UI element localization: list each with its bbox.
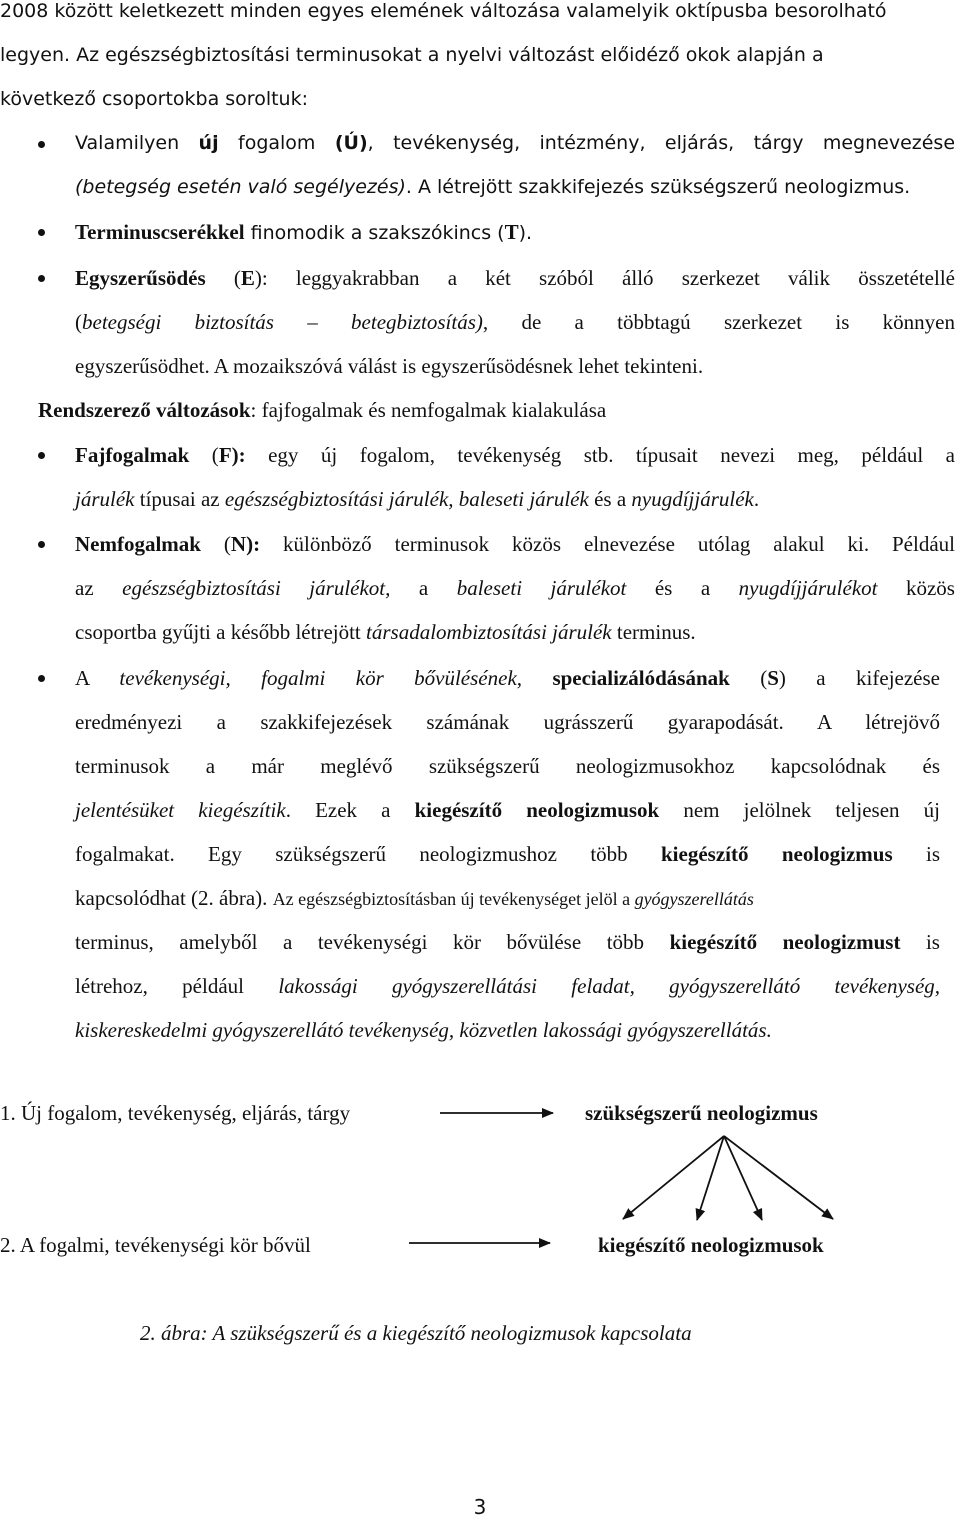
list-item-line: Egyszerűsödés (E): leggyakrabban a két szóból álló szerkezet válik összetétellé (75, 266, 955, 290)
list-item-line: A tevékenységi, fogalmi kör bővülésének, specializálódásának (S) a kifejezése (75, 666, 940, 690)
bullet-icon (38, 452, 45, 459)
list-item-line: csoportba gyűjti a később létrejött társadalombiztosítási járulék terminus. (75, 620, 696, 644)
list-item-line: Terminuscserékkel finomodik a szakszókincs (T). (75, 220, 533, 244)
arrow-down (724, 1136, 833, 1219)
arrow-down (724, 1136, 762, 1220)
list-item-line: jelentésüket kiegészítik. Ezek a kiegészítő neologizmusok nem jelölnek teljesen új (75, 798, 940, 822)
diagram-node-right: kiegészítő neologizmusok (598, 1233, 824, 1257)
list-item-line: Nemfogalmak (N): különböző terminusok közös elnevezése utólag alakul ki. Például (75, 532, 955, 556)
arrow-down (623, 1136, 724, 1219)
list-item-line: egyszerűsödhet. A mozaikszóvá válást is egyszerűsödésnek lehet tekinteni. (75, 354, 704, 378)
bullet-icon (38, 141, 45, 148)
section-heading: Rendszerező változások: fajfogalmak és nemfogalmak kialakulása (38, 398, 607, 422)
figure-caption: 2. ábra: A szükségszerű és a kiegészítő neologizmusok kapcsolata (140, 1321, 692, 1345)
arrow-down (697, 1136, 724, 1220)
list-item-line: járulék típusai az egészségbiztosítási járulék, baleseti járulék és a nyugdíjjárulék. (75, 487, 760, 511)
list-item-line: létrehoz, például lakossági gyógyszerellátási feladat, gyógyszerellátó tevékenység, (75, 974, 941, 998)
page-number: 3 (473, 1495, 487, 1519)
list-item-line: (betegségi biztosítás – betegbiztosítás), de a többtagú szerkezet is könnyen (75, 310, 955, 334)
bullet-icon (38, 229, 45, 236)
text-line: legyen. Az egészségbiztosítási terminusokat a nyelvi változást előidéző okok alapján a (0, 44, 824, 66)
list-item-line: kiskereskedelmi gyógyszerellátó tevékenység, közvetlen lakossági gyógyszerellátás. (75, 1018, 772, 1042)
bullet-icon (38, 675, 45, 682)
text-line: következő csoportokba soroltuk: (0, 88, 308, 110)
list-item-line: az egészségbiztosítási járulékot, a baleseti járulékot és a nyugdíjjárulékot közös (75, 576, 955, 600)
bullet-icon (38, 275, 45, 282)
list-item-line: terminusok a már meglévő szükségszerű neologizmusokhoz kapcsolódnak és (75, 754, 940, 778)
list-item-line: Valamilyen új fogalom (Ú), tevékenység, intézmény, eljárás, tárgy megnevezése (75, 132, 956, 154)
list-item-line: (betegség esetén való segélyezés). A létrejött szakkifejezés szükségszerű neologizmus. (75, 176, 911, 198)
list-item-line: kapcsolódhat (2. ábra). Az egészségbiztosításban új tevékenységet jelöl a gyógyszerellátás (75, 886, 754, 910)
diagram-node-right: szükségszerű neologizmus (585, 1101, 818, 1125)
list-item-line: eredményezi a szakkifejezések számának ugrásszerű gyarapodását. A létrejövő (75, 710, 940, 734)
diagram-node-left: 1. Új fogalom, tevékenység, eljárás, tárgy (0, 1101, 351, 1125)
diagram-node-left: 2. A fogalmi, tevékenységi kör bővül (0, 1233, 311, 1257)
list-item-line: fogalmakat. Egy szükségszerű neologizmushoz több kiegészítő neologizmus is (75, 842, 941, 866)
bullet-icon (38, 541, 45, 548)
list-item-line: terminus, amelyből a tevékenységi kör bővülése több kiegészítő neologizmust is (75, 930, 940, 954)
list-item-line: Fajfogalmak (F): egy új fogalom, tevékenység stb. típusait nevezi meg, például a (75, 443, 955, 467)
figure-diagram (0, 1080, 960, 1290)
text-line: 2008 között keletkezett minden egyes elemének változása valamelyik oktípusba besorolható (0, 0, 887, 22)
